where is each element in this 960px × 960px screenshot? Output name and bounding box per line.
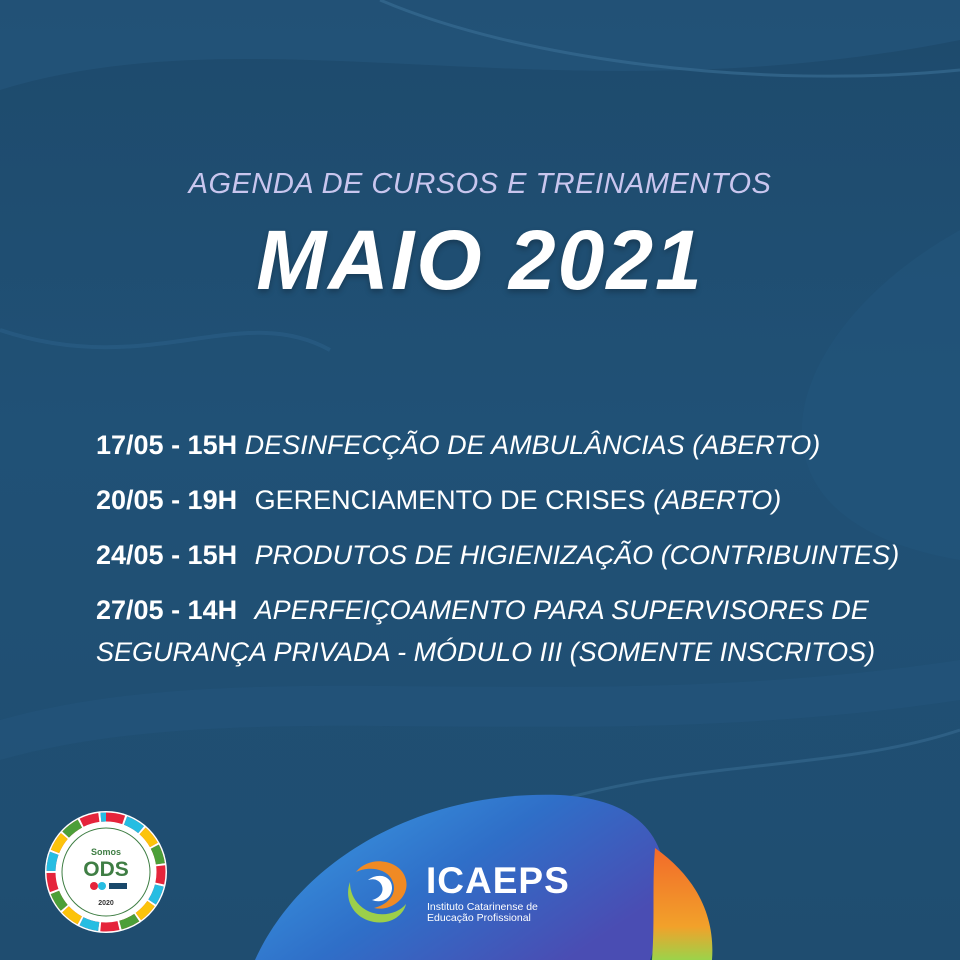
- sail-shape: [652, 848, 712, 960]
- schedule-row: [96, 479, 916, 521]
- schedule-status: (SOMENTE INSCRITOS): [569, 637, 876, 667]
- header-subtitle: AGENDA DE CURSOS E TREINAMENTOS: [188, 168, 772, 200]
- logo-name: ICAEPS: [426, 860, 570, 901]
- schedule-date: 17/05 - 15H: [96, 430, 238, 460]
- logo-tagline-line1: Instituto Catarinense de: [427, 901, 538, 913]
- header-title: MAIO 2021: [256, 213, 704, 307]
- schedule-course: APERFEIÇOAMENTO PARA SUPERVISORES DE SEGURANÇA PRIVADA - MÓDULO III: [96, 595, 869, 667]
- schedule-course: GERENCIAMENTO DE CRISES: [254, 485, 646, 515]
- icaeps-logo: [340, 852, 600, 936]
- wave-mid-left: [0, 330, 330, 350]
- schedule-status: (ABERTO): [692, 430, 821, 460]
- schedule-date: 20/05 - 19H: [96, 485, 238, 515]
- badge-main-text: ODS: [83, 858, 129, 881]
- logo-tagline: [427, 902, 567, 924]
- schedule-date: 27/05 - 14H: [96, 595, 238, 625]
- badge-year: 2020: [98, 900, 114, 907]
- schedule-course: DESINFECÇÃO DE AMBULÂNCIAS: [244, 430, 685, 460]
- course-schedule: [96, 424, 916, 686]
- wave-lower-line: [560, 730, 960, 800]
- badge-top-text: Somos: [90, 847, 122, 857]
- logo-tagline-line2: Educação Profissional: [427, 912, 531, 924]
- schedule-status: (ABERTO): [653, 485, 782, 515]
- schedule-course: PRODUTOS DE HIGIENIZAÇÃO: [254, 540, 654, 570]
- icaeps-logo-mark: [340, 852, 418, 936]
- schedule-row: [96, 534, 916, 576]
- schedule-row: [96, 424, 916, 466]
- schedule-date: 24/05 - 15H: [96, 540, 238, 570]
- schedule-row: [96, 589, 916, 673]
- somos-ods-badge: [44, 810, 168, 934]
- schedule-status: (CONTRIBUINTES): [660, 540, 900, 570]
